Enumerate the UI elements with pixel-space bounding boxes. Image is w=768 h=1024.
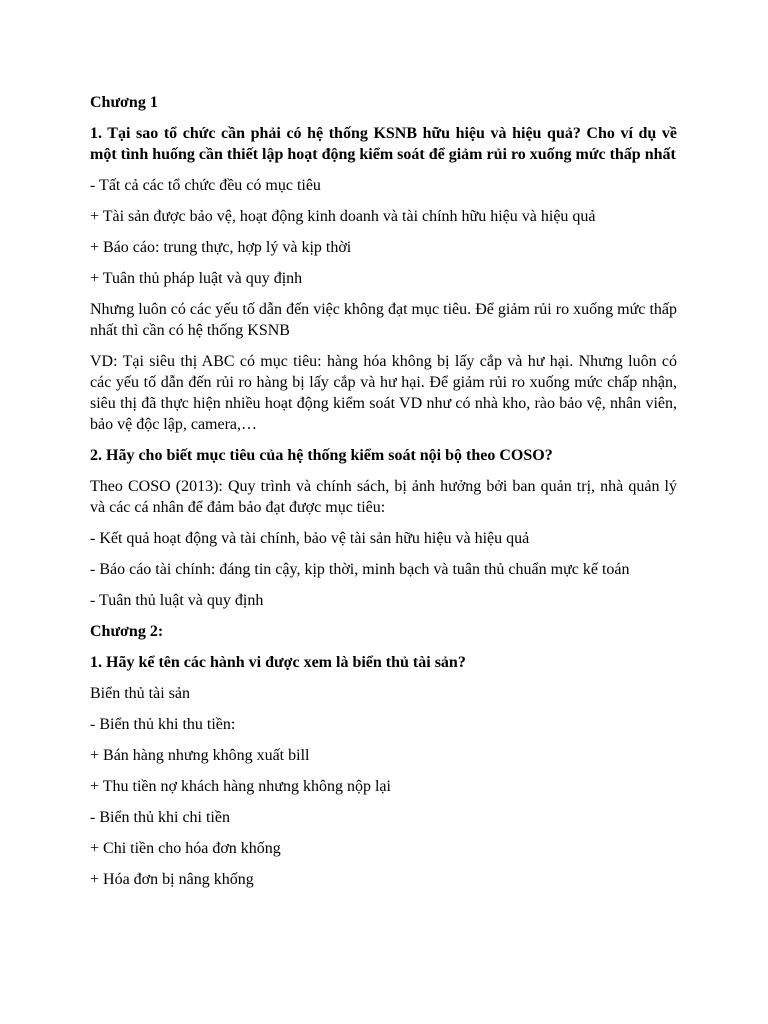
paragraph: - Kết quả hoạt động và tài chính, bảo vệ tài sản hữu hiệu và hiệu quả [90, 530, 530, 547]
example-paragraph: VD: Tại siêu thị ABC có mục tiêu: hàng hóa không bị lấy cắp và hư hại. Nhưng luôn có các yếu tố dẫn đến rủi ro hàng bị lấy cắp và hư hại. Để giảm rủi ro xuống mức chấp nhận, siêu thị đã thực hiện nhiều hoạt động kiểm soát VD như có nhà kho, rào bảo vệ, nhân viên, bảo vệ độc lập, camera,… [90, 353, 677, 433]
paragraph: + Báo cáo: trung thực, hợp lý và kịp thời [90, 239, 352, 256]
paragraph: Theo COSO (2013): Quy trình và chính sách, bị ảnh hưởng bởi ban quản trị, nhà quản lý và các cá nhân để đảm bảo đạt được mục tiêu: [90, 478, 677, 516]
paragraph: + Tài sản được bảo vệ, hoạt động kinh doanh và tài chính hữu hiệu và hiệu quả [90, 208, 596, 225]
chapter-2-heading: Chương 2: [90, 623, 164, 640]
paragraph: - Biển thủ khi thu tiền: [90, 716, 236, 733]
question-2-heading: 2. Hãy cho biết mục tiêu của hệ thống kiểm soát nội bộ theo COSO? [90, 447, 553, 464]
chapter-1-heading: Chương 1 [90, 94, 158, 111]
paragraph: Biển thủ tài sản [90, 685, 190, 702]
question-1-heading: 1. Tại sao tổ chức cần phải có hệ thống KSNB hữu hiệu và hiệu quả? Cho ví dụ về một tình huống cần thiết lập hoạt động kiểm soát để giảm rủi ro xuống mức thấp nhất [90, 125, 677, 163]
paragraph: - Tất cả các tổ chức đều có mục tiêu [90, 177, 321, 194]
paragraph: - Báo cáo tài chính: đáng tin cậy, kịp thời, minh bạch và tuân thủ chuẩn mực kế toán [90, 561, 630, 578]
paragraph: - Biển thủ khi chi tiền [90, 809, 230, 826]
paragraph: Nhưng luôn có các yếu tố dẫn đến việc không đạt mục tiêu. Để giảm rủi ro xuống mức thấp nhất thì cần có hệ thống KSNB [90, 301, 677, 339]
document-page [90, 92, 677, 900]
paragraph: + Chi tiền cho hóa đơn khống [90, 840, 281, 857]
paragraph: + Tuân thủ pháp luật và quy định [90, 270, 303, 287]
paragraph: - Tuân thủ luật và quy định [90, 592, 264, 609]
paragraph: + Hóa đơn bị nâng khống [90, 871, 254, 888]
chapter-2-question-1-heading: 1. Hãy kể tên các hành vi được xem là biển thủ tài sản? [90, 654, 466, 671]
paragraph: + Bán hàng nhưng không xuất bill [90, 747, 310, 764]
paragraph: + Thu tiền nợ khách hàng nhưng không nộp lại [90, 778, 391, 795]
